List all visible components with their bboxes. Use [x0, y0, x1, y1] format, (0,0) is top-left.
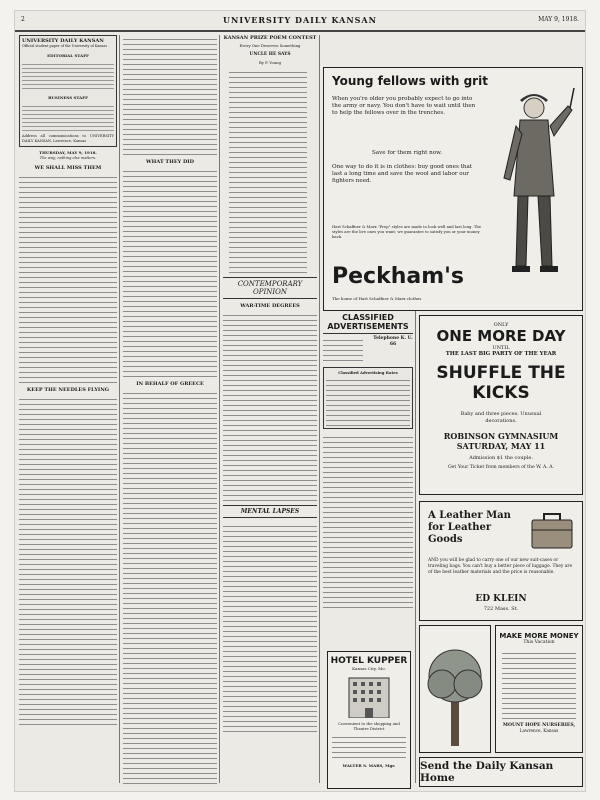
headline-poem-contest: KANSAN PRIZE POEM CONTEST	[223, 35, 317, 41]
editorial-staff-heading: EDITORIAL STAFF	[47, 52, 89, 58]
poem-body	[229, 68, 307, 273]
ad-headline: ONE MORE DAY	[436, 327, 566, 345]
dateline: THURSDAY, MAY 9, 1918.	[39, 150, 97, 156]
ad-one-more-day	[419, 315, 583, 495]
masthead-date: MAY 9, 1918.	[538, 16, 579, 23]
hotel-name: HOTEL KUPPER	[330, 656, 408, 666]
headline-needles: KEEP THE NEEDLES FLYING	[26, 387, 110, 394]
hotel-body: Convenient to the shopping and Theatre District	[338, 721, 400, 731]
classified-categories	[323, 336, 363, 364]
ad-admission: Admission $1 the couple.	[469, 455, 533, 461]
hotel-details	[332, 733, 406, 761]
paper-subtitle: Official student paper of the University of Kansas	[22, 44, 108, 48]
ad-headline: MAKE MORE MONEY	[499, 632, 579, 640]
masthead	[15, 14, 585, 32]
ad-leather	[419, 501, 583, 621]
business-staff-heading: BUSINESS STAFF	[48, 94, 88, 100]
ad-send-kansan-home	[419, 757, 583, 787]
ad-tickets: Get Your Ticket from members of the W. A. A.	[448, 465, 554, 470]
paper-title: UNIVERSITY DAILY KANSAN	[22, 38, 104, 44]
ad-until: UNTIL	[492, 345, 510, 351]
classified-listings	[323, 433, 413, 611]
editorial-column	[19, 35, 117, 785]
suitcase-illustration	[528, 508, 576, 552]
ad-shuffle: SHUFFLE THE KICKS	[436, 363, 566, 403]
article-body	[19, 395, 117, 725]
motto: The way; nothing else matters.	[39, 155, 97, 160]
hotel-manager: WALTER S. MARS, Mgr.	[342, 763, 396, 768]
column-rule	[319, 35, 320, 783]
classified-rates-box	[323, 367, 413, 429]
ad-body	[502, 649, 576, 719]
poem-author: By P. Young	[258, 60, 282, 66]
soldier-illustration	[492, 86, 576, 284]
column-rule	[415, 311, 416, 783]
ad-body: When you're older you probably expect to go into the army or navy. You don't have to wait until then to help the fellows over in the trenches.	[332, 96, 476, 117]
tree-illustration	[420, 626, 490, 752]
address-note: Address all communications to UNIVERSITY DAILY KANSAN, Lawrence, Kansas	[22, 133, 114, 143]
ad-young-fellows	[323, 67, 583, 311]
ad-body: Save for them right now.	[371, 150, 443, 156]
hotel-city: Kansas City, Mo.	[352, 666, 386, 671]
store-tagline: The home of Hart Schaffner & Marx clothes	[332, 296, 422, 301]
hotel-illustration	[339, 674, 399, 718]
staff-list	[22, 61, 114, 91]
classified-title: CLASSIFIED ADVERTISEMENTS	[323, 313, 413, 334]
poem-title: UNCLE HE SAYS	[249, 52, 291, 58]
ad-city: Lawrence, Kansas	[519, 728, 559, 733]
ad-merchant-name: MOUNT HOPE NURSERIES,	[502, 723, 576, 728]
ad-sub: Baby and three pieces. Unusual decorations.	[460, 411, 542, 424]
ad-day: SATURDAY, MAY 11	[456, 441, 546, 451]
ad-headline: A Leather Man for Leather Goods	[428, 510, 511, 545]
column-rule	[119, 35, 120, 783]
article-body	[123, 167, 217, 377]
article-body	[123, 35, 217, 155]
headline-what-they-did: WHAT THEY DID	[146, 159, 194, 165]
business-staff-list	[22, 103, 114, 131]
ad-illustration-panel	[419, 625, 491, 753]
store-name: Peckham's	[332, 264, 464, 289]
headline-mental-lapses: MENTAL LAPSES	[223, 505, 317, 518]
ad-merchant-name: ED KLEIN	[475, 594, 527, 604]
article-body	[123, 389, 217, 785]
ad-nursery	[495, 625, 583, 753]
masthead-title: UNIVERSITY DAILY KANSAN	[223, 15, 377, 25]
classified-phone: Telephone K. U. 66	[373, 336, 413, 347]
editorial-masthead-box	[19, 35, 117, 147]
subhead-poem-contest: Every One Deserves Something	[239, 43, 301, 48]
ad-sub: This Vacation	[523, 640, 555, 645]
ad-address: 722 Mass. St.	[483, 606, 519, 612]
ad-venue: ROBINSON GYMNASIUM	[443, 431, 559, 441]
classified-rates-text	[326, 376, 410, 426]
ad-only: ONLY	[493, 322, 509, 328]
headline-greece: IN BEHALF OF GREECE	[136, 381, 204, 387]
classified-rates-heading: Classified Advertising Rates	[338, 370, 398, 375]
article-body	[19, 173, 117, 383]
ad-headline: Young fellows with grit	[332, 74, 488, 88]
newspaper-page	[14, 10, 586, 792]
poem-column	[223, 35, 317, 785]
ad-line: THE LAST BIG PARTY OF THE YEAR	[445, 351, 557, 357]
ad-body: One way to do it is in clothes: buy good ones that last a long time and save the wool and labor our fighters need.	[332, 164, 473, 185]
ad-hotel-kupper	[327, 651, 411, 789]
ad-headline: Send the Daily Kansan Home	[420, 760, 554, 784]
headline-miss-them: WE SHALL MISS THEM	[34, 165, 102, 172]
headline-contemporary-opinion: CONTEMPORARY OPINION	[223, 277, 317, 299]
column-rule	[219, 35, 220, 783]
headline-war-time-degrees: WAR-TIME DEGREES	[240, 302, 300, 309]
article-body	[223, 311, 317, 501]
article-body	[223, 522, 317, 732]
ad-body: AND you will be glad to carry one of our new suit-cases or traveling bags. You can't buy a better piece of luggage. They are of the best leather materials and the price is reasonable.	[428, 558, 573, 575]
article-column	[123, 35, 217, 785]
page-number: 2	[21, 16, 25, 23]
ad-small-print: Hart Schaffner & Marx "Prep" styles are made to look well and last long. The styles are the live ones you want; we guarantee to satisfy you or your money back.	[332, 224, 482, 239]
